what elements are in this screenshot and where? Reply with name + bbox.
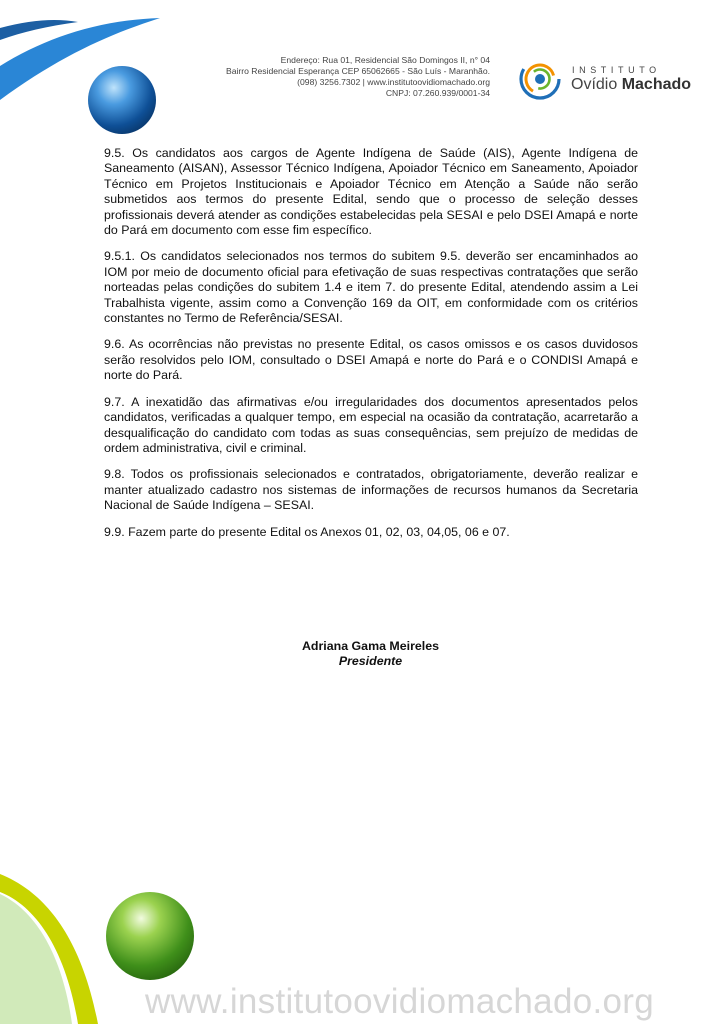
institute-logo (516, 54, 696, 104)
address-line: Bairro Residencial Esperança CEP 65062665 - São Luís - Maranhão. (225, 66, 490, 76)
paragraph-9-5: 9.5. Os candidatos aos cargos de Agente Indígena de Saúde (AIS), Agente Indígena de Saneamento (AISAN), Assessor Técnico Indígena, Apoiador Técnico em Saneamento, Apoiador Técnico em Projetos Institucionais e Apoiador Técnico em Atenção a Saúde não serão submetidos aos termos do presente Edital, sendo que o processo de seleção desses profissionais deverá atender as condições estabelecidas pela SESAI e pelo DSEI Amapá e norte do Pará em documento com esse fim específico. (104, 146, 638, 238)
address-line: Endereço: Rua 01, Residencial São Domingos II, n° 04 (280, 55, 490, 65)
blue-sphere-icon (88, 66, 156, 134)
logo-name (571, 76, 691, 94)
green-sphere-icon (106, 892, 194, 980)
logo-instituto-text: INSTITUTO (572, 65, 661, 75)
signatory-role: Presidente (338, 654, 403, 668)
paragraph-9-8: 9.8. Todos os profissionais selecionados e contratados, obrigatoriamente, deverão realizar e manter atualizado cadastro nos sistemas de informações de recursos humanos da Secretaria Nacional de Saúde Indígena – SESAI. (104, 467, 638, 513)
logo-name-bold: Machado (621, 76, 692, 93)
signatory-name: Adriana Gama Meireles (301, 639, 440, 653)
colored-rings-logo-icon (516, 55, 564, 103)
paragraph-9-7: 9.7. A inexatidão das afirmativas e/ou irregularidades dos documentos apresentados pelos candidatos, verificadas a qualquer tempo, em especial na ocasião da contratação, acarretarão a desqualificação do candidato com todas as suas consequências, sem prejuízo de medidas de ordem administrativa, civil e criminal. (104, 394, 638, 455)
paragraph-9-6: 9.6. As ocorrências não previstas no presente Edital, os casos omissos e os casos duvidosos serão resolvidos pelo IOM, consultado o DSEI Amapá e norte do Pará e o CONDISI Amapá e norte do Pará. (104, 337, 638, 383)
header-address (170, 55, 490, 99)
document-body (104, 146, 638, 551)
paragraph-9-5-1: 9.5.1. Os candidatos selecionados nos termos do subitem 9.5. deverão ser encaminhados ao IOM por meio de documento oficial para efetivação de suas respectivas contratações que serão norteadas pelas condições do subitem 1.4 e item 7. do presente Edital, atendendo assim a Lei Trabalhista vigente, assim como a Convenção 169 da OIT, em conformidade com os critérios constantes no Termo de Referência/SESAI. (104, 249, 638, 326)
paragraph-9-9: 9.9. Fazem parte do presente Edital os Anexos 01, 02, 03, 04,05, 06 e 07. (104, 524, 510, 539)
address-line: CNPJ: 07.260.939/0001-34 (385, 88, 490, 98)
signature-block (0, 639, 724, 669)
footer-url: www.institutoovidiomachado.org (145, 982, 654, 1021)
address-line: (098) 3256.7302 | www.institutoovidiomachado.org (297, 77, 490, 87)
logo-name-regular: Ovídio (571, 76, 618, 93)
